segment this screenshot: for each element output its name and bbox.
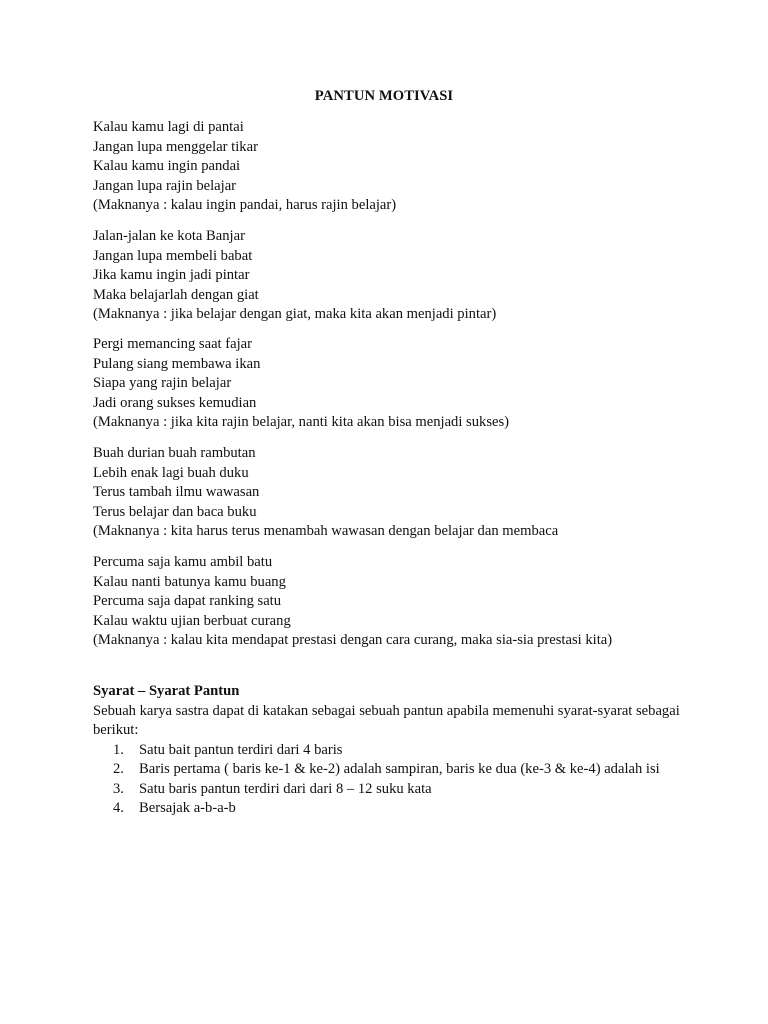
stanza-line: Terus tambah ilmu wawasan <box>93 484 260 500</box>
list-item-text: Satu baris pantun terdiri dari dari 8 – 12 suku kata <box>139 780 432 797</box>
stanza-line: Kalau kamu lagi di pantai <box>93 119 244 135</box>
stanza-line: Jangan lupa rajin belajar <box>93 177 237 194</box>
list-item <box>93 780 693 800</box>
section-heading: Syarat – Syarat Pantun <box>93 683 240 699</box>
stanza-line: Buah durian buah rambutan <box>93 445 256 461</box>
stanza-line: Jadi orang sukses kemudian <box>93 394 257 411</box>
stanza-line: Terus belajar dan baca buku <box>93 503 257 520</box>
stanza-line: Percuma saja kamu ambil batu <box>93 554 273 570</box>
requirements-section <box>93 682 693 819</box>
list-item-text: Satu bait pantun terdiri dari 4 baris <box>139 741 343 758</box>
stanza-line: Percuma saja dapat ranking satu <box>93 593 282 609</box>
stanza-line: Lebih enak lagi buah duku <box>93 464 249 481</box>
stanza-1 <box>93 118 713 216</box>
stanza-line: Maka belajarlah dengan giat <box>93 286 259 303</box>
list-item <box>93 799 693 819</box>
list-item-number: 4. <box>113 800 124 816</box>
requirements-list <box>93 741 693 819</box>
document-title: PANTUN MOTIVASI <box>314 88 454 104</box>
stanza-meaning: (Maknanya : jika kita rajin belajar, nanti kita akan bisa menjadi sukses) <box>93 414 510 430</box>
list-item <box>93 760 693 780</box>
stanza-line: Pulang siang membawa ikan <box>93 355 261 372</box>
stanza-line: Jalan-jalan ke kota Banjar <box>93 228 245 244</box>
stanza-line: Kalau kamu ingin pandai <box>93 158 241 174</box>
list-item-number: 2. <box>113 761 124 777</box>
stanza-line: Jika kamu ingin jadi pintar <box>93 267 250 283</box>
stanza-line: Siapa yang rajin belajar <box>93 375 232 391</box>
stanza-meaning: (Maknanya : kita harus terus menambah wawasan dengan belajar dan membaca <box>93 523 559 539</box>
list-item-number: 3. <box>113 780 124 797</box>
section-intro: Sebuah karya sastra dapat di katakan sebagai sebuah pantun apabila memenuhi syarat-syarat sebagai berikut: <box>93 702 680 738</box>
stanza-line: Kalau waktu ujian berbuat curang <box>93 612 291 629</box>
stanza-line: Jangan lupa menggelar tikar <box>93 138 258 155</box>
stanza-5 <box>93 553 713 651</box>
stanza-meaning: (Maknanya : kalau ingin pandai, harus rajin belajar) <box>93 197 397 213</box>
list-item-number: 1. <box>113 741 124 758</box>
stanza-2 <box>93 227 713 325</box>
stanza-line: Pergi memancing saat fajar <box>93 336 252 352</box>
list-item <box>93 741 693 761</box>
list-item-text: Baris pertama ( baris ke-1 & ke-2) adalah sampiran, baris ke dua (ke-3 & ke-4) adalah isi <box>139 761 660 777</box>
stanza-meaning: (Maknanya : kalau kita mendapat prestasi dengan cara curang, maka sia-sia prestasi kita) <box>93 632 613 648</box>
stanza-4 <box>93 444 713 542</box>
stanza-line: Kalau nanti batunya kamu buang <box>93 573 286 590</box>
list-item-text: Bersajak a-b-a-b <box>139 800 236 816</box>
stanza-line: Jangan lupa membeli babat <box>93 247 253 264</box>
stanza-meaning: (Maknanya : jika belajar dengan giat, maka kita akan menjadi pintar) <box>93 306 497 322</box>
stanza-3 <box>93 335 713 433</box>
